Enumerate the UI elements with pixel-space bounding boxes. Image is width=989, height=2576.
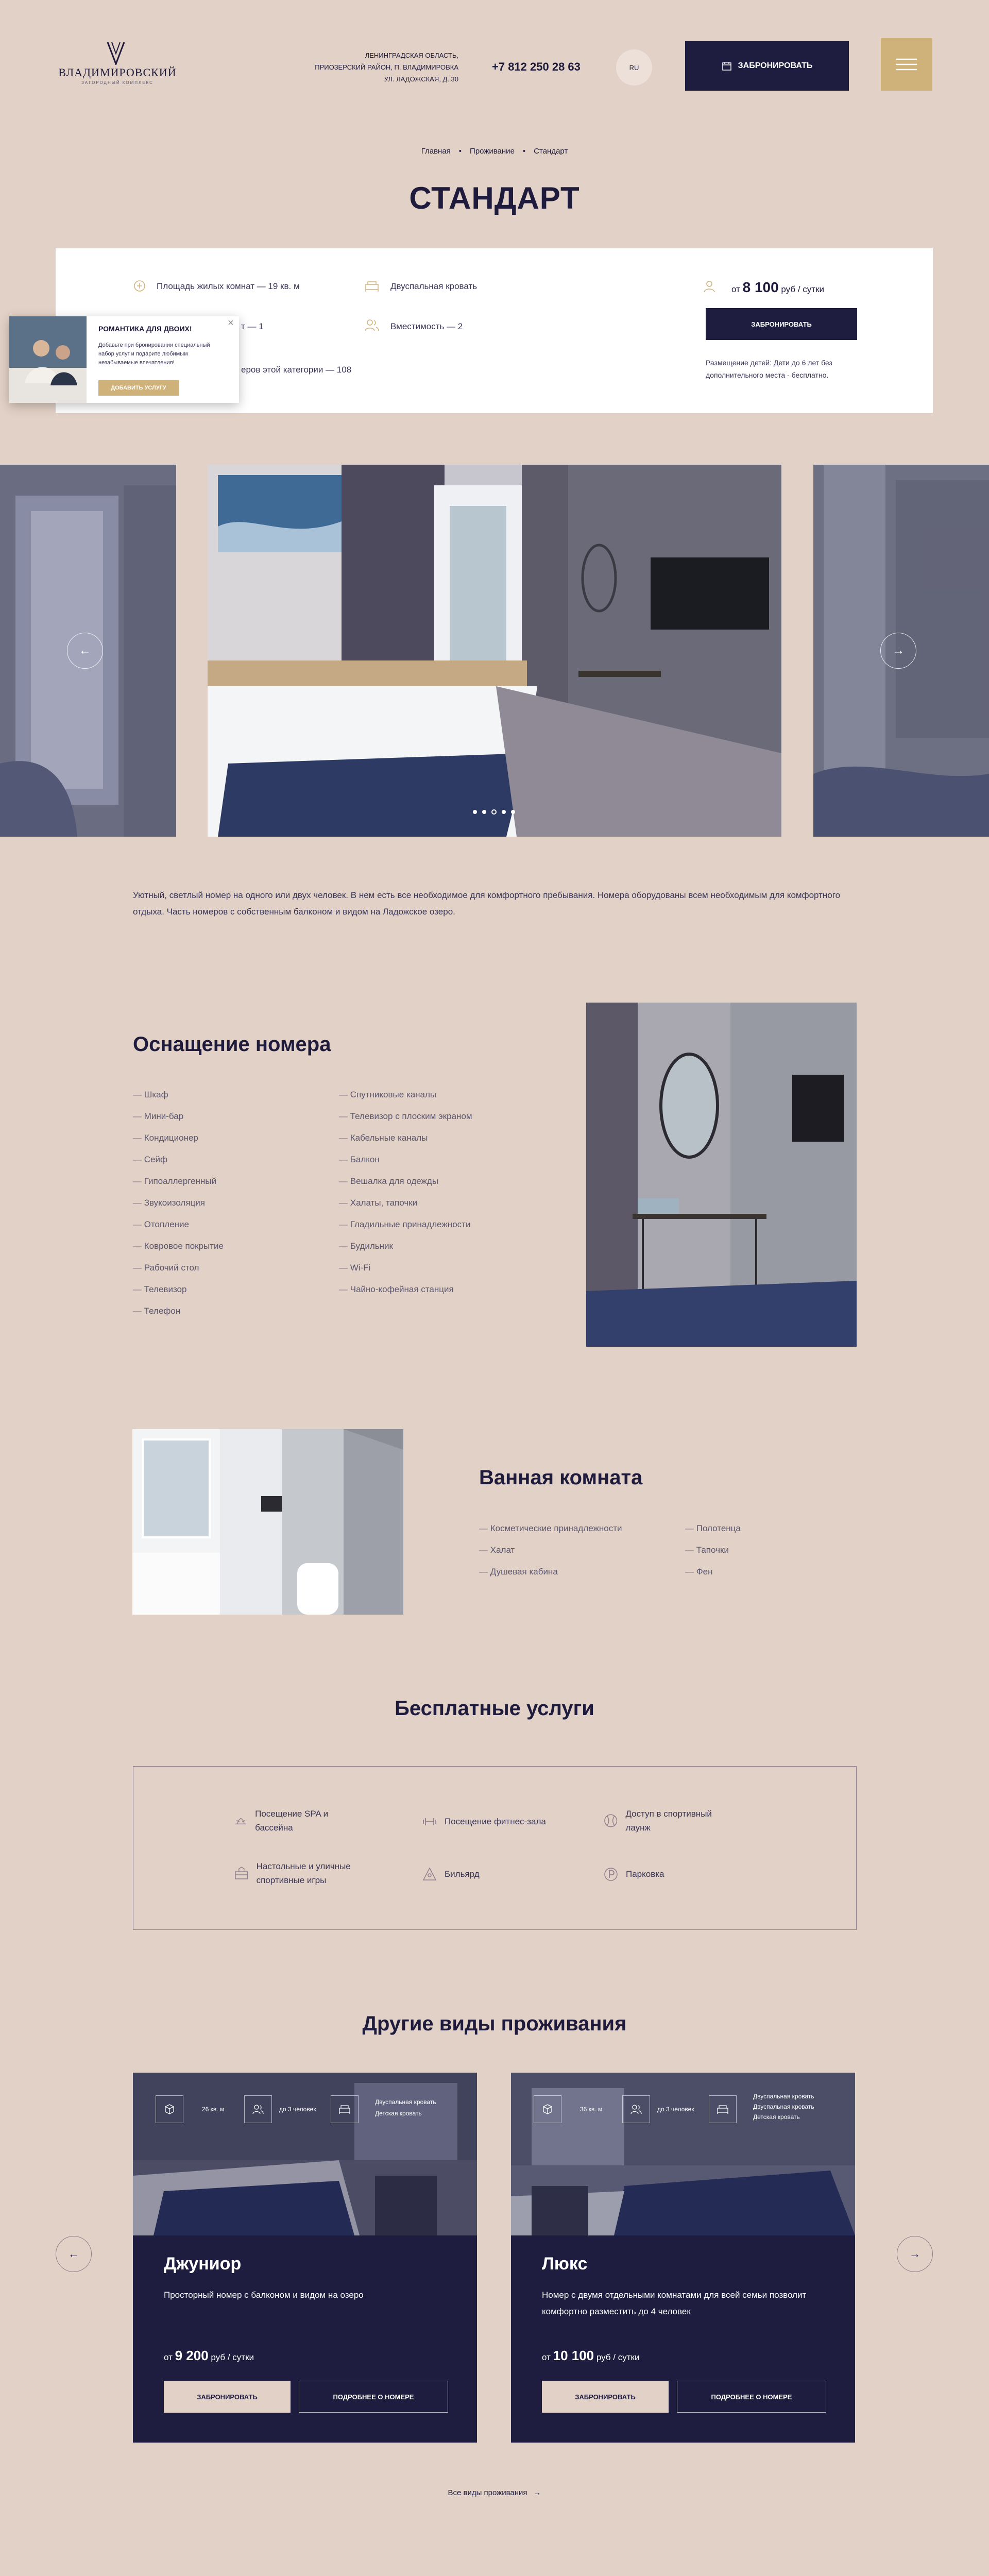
list-item: — Шкаф <box>133 1084 224 1106</box>
logo-subtitle: ЗАГОРОДНЫЙ КОМПЛЕКС <box>81 80 154 85</box>
games-icon <box>234 1866 249 1881</box>
breadcrumb-current: Стандарт <box>534 147 568 156</box>
gallery-next-slide[interactable] <box>813 465 989 837</box>
list-item: — Мини-бар <box>133 1106 224 1127</box>
list-item: — Чайно-кофейная станция <box>339 1279 472 1300</box>
popup-add-button[interactable]: ДОБАВИТЬ УСЛУГУ <box>98 380 179 396</box>
cube-icon <box>164 2104 175 2115</box>
popup-photo <box>9 316 87 403</box>
equipment-list-1 <box>133 1084 224 1322</box>
bathroom-title: Ванная комната <box>479 1466 643 1489</box>
list-item: — Телевизор <box>133 1279 224 1300</box>
list-item: — Тапочки <box>685 1539 741 1561</box>
price-prefix: от <box>731 284 740 294</box>
arrow-right-icon: → <box>533 2488 541 2497</box>
list-item: — Гипоаллергенный <box>133 1171 224 1192</box>
breadcrumb-separator-icon: • <box>522 147 526 156</box>
header-book-label: ЗАБРОНИРОВАТЬ <box>738 61 813 70</box>
gallery-prev-slide[interactable] <box>0 465 176 837</box>
person-icon <box>704 280 715 293</box>
bed-type: Двуспальная кровать <box>753 2093 814 2100</box>
card-more-button[interactable]: ПОДРОБНЕЕ О НОМЕРЕ <box>299 2381 448 2413</box>
list-item: — Рабочий стол <box>133 1257 224 1279</box>
bed-text: Двуспальная кровать <box>390 281 478 291</box>
gallery-dot[interactable] <box>511 810 515 814</box>
card-price <box>164 2348 254 2364</box>
bed-icon <box>365 279 379 293</box>
bathroom-list-1 <box>479 1518 622 1583</box>
price-value: 10 100 <box>553 2348 594 2363</box>
service-spa <box>234 1807 357 1835</box>
list-item: — Халаты, тапочки <box>339 1192 472 1214</box>
cube-icon <box>542 2104 553 2115</box>
capacity-text: Вместимость — 2 <box>390 321 463 331</box>
gallery-dot[interactable] <box>502 810 506 814</box>
price-value: 9 200 <box>175 2348 209 2363</box>
arrow-left-icon: ← <box>79 643 91 657</box>
bathroom-list-2 <box>685 1518 741 1583</box>
equipment-photo <box>586 1003 857 1347</box>
rooms-count-text: еров этой категории — 108 <box>241 365 352 375</box>
bed-type: Двуспальная кровать <box>753 2103 814 2110</box>
bed-type: Детская кровать <box>375 2110 422 2117</box>
rooms-next-button[interactable] <box>897 2236 933 2272</box>
service-label: Доступ в спортивный лаунж <box>625 1809 712 1833</box>
service-label: Посещение SPA и бассейна <box>255 1809 329 1833</box>
guests-badge <box>622 2095 650 2123</box>
list-item: — Душевая кабина <box>479 1561 622 1583</box>
all-rooms-label: Все виды проживания <box>448 2488 527 2497</box>
list-item: — Отопление <box>133 1214 224 1235</box>
logo-text: ВЛАДИМИРОВСКИЙ <box>58 66 177 79</box>
service-label: Бильярд <box>445 1869 480 1879</box>
bed-badge <box>331 2095 359 2123</box>
list-item: — Ковровое покрытие <box>133 1235 224 1257</box>
equipment-list-2 <box>339 1084 472 1300</box>
breadcrumb-separator-icon: • <box>458 147 462 156</box>
card-description: Номер с двумя отдельными комнатами для всей семьи позволит комфортно разместить до 4 человек <box>542 2290 807 2316</box>
equipment-title: Оснащение номера <box>133 1033 331 1056</box>
gallery-next-button[interactable] <box>880 633 916 669</box>
price-unit: руб / сутки <box>211 2352 254 2362</box>
card-guests: до 3 человек <box>657 2106 694 2113</box>
price-value: 8 100 <box>742 279 779 295</box>
card-area: 26 кв. м <box>202 2106 225 2113</box>
address-line-3: УЛ. ЛАДОЖСКАЯ, Д. 30 <box>384 75 458 83</box>
service-label: Парковка <box>626 1869 664 1879</box>
list-item: — Кабельные каналы <box>339 1127 472 1149</box>
card-book-button[interactable]: ЗАБРОНИРОВАТЬ <box>706 308 857 340</box>
free-services-title: Бесплатные услуги <box>395 1697 594 1720</box>
card-book-button[interactable]: ЗАБРОНИРОВАТЬ <box>164 2381 291 2413</box>
list-item: — Сейф <box>133 1149 224 1171</box>
breadcrumb-accommodation[interactable]: Проживание <box>470 147 515 156</box>
card-book-button[interactable]: ЗАБРОНИРОВАТЬ <box>542 2381 669 2413</box>
address-line-2: ПРИОЗЕРСКИЙ РАЙОН, П. ВЛАДИМИРОВКА <box>315 63 458 71</box>
menu-button[interactable] <box>881 38 932 91</box>
gallery-prev-button[interactable] <box>67 633 103 669</box>
price-prefix: от <box>164 2352 173 2362</box>
spa-icon <box>234 1813 248 1828</box>
rooms-text: т — 1 <box>241 321 264 331</box>
free-services-box <box>133 1766 857 1930</box>
menu-icon <box>896 58 917 71</box>
rooms-prev-button[interactable] <box>56 2236 92 2272</box>
service-billiard <box>422 1867 556 1882</box>
card-name: Люкс <box>542 2254 588 2274</box>
logo-v-icon <box>106 41 126 65</box>
list-item: — Балкон <box>339 1149 472 1171</box>
calendar-icon <box>722 61 732 71</box>
price-unit: руб / сутки <box>596 2352 640 2362</box>
service-games <box>234 1859 388 1887</box>
all-rooms-link[interactable] <box>0 2488 989 2497</box>
address-line-1: ЛЕНИНГРАДСКАЯ ОБЛАСТЬ, <box>365 52 458 59</box>
bed-badge <box>709 2095 737 2123</box>
list-item: — Халат <box>479 1539 622 1561</box>
list-item: — Телевизор с плоским экраном <box>339 1106 472 1127</box>
service-label: Посещение фитнес-зала <box>445 1817 546 1826</box>
gallery-dot-active[interactable] <box>491 809 497 815</box>
arrow-left-icon: ← <box>68 2247 79 2260</box>
bed-type: Двуспальная кровать <box>375 2098 436 2106</box>
list-item: — Гладильные принадлежности <box>339 1214 472 1235</box>
list-item: — Звукоизоляция <box>133 1192 224 1214</box>
service-parking <box>603 1867 737 1882</box>
list-item: — Косметические принадлежности <box>479 1518 622 1539</box>
bed-icon <box>339 2104 350 2115</box>
promo-popup <box>9 316 239 403</box>
dumbbell-icon <box>422 1814 437 1829</box>
area-badge <box>534 2095 561 2123</box>
list-item: — Вешалка для одежды <box>339 1171 472 1192</box>
header-address <box>288 49 458 85</box>
arrow-right-icon: → <box>909 2247 920 2260</box>
card-beds <box>753 2091 814 2122</box>
breadcrumb <box>0 147 989 156</box>
room-description: Уютный, светлый номер на одного или двух человек. В нем есть все необходимое для комфортного пребывания. Номера оборудованы всем необходимым для комфортного отдыха. Часть номеров с собственным балконом и видом на Ладожское озеро. <box>133 890 841 917</box>
area-badge <box>156 2095 183 2123</box>
parking-icon <box>603 1867 619 1882</box>
popup-text: Добавьте при бронировании специальный набор услуг и подарите любимым незабываемые впечатления! <box>98 342 210 366</box>
popup-close-icon[interactable]: × <box>228 317 234 329</box>
header-phone[interactable]: +7 812 250 28 63 <box>492 60 581 73</box>
header-book-button[interactable] <box>685 41 849 91</box>
logo[interactable] <box>56 41 179 88</box>
list-item: — Спутниковые каналы <box>339 1084 472 1106</box>
list-item: — Будильник <box>339 1235 472 1257</box>
service-lounge <box>603 1807 737 1835</box>
language-switch[interactable]: RU <box>616 49 652 86</box>
area-icon <box>133 279 146 293</box>
gallery-dots <box>473 810 515 815</box>
bed-icon <box>717 2104 728 2115</box>
ball-icon <box>603 1813 618 1828</box>
list-item: — Фен <box>685 1561 741 1583</box>
list-item: — Полотенца <box>685 1518 741 1539</box>
price-unit: руб / сутки <box>781 284 825 294</box>
gallery-main-photo <box>208 465 781 837</box>
room-price <box>731 279 824 296</box>
card-area: 36 кв. м <box>580 2106 603 2113</box>
guests-icon <box>252 2104 264 2115</box>
children-note: Размещение детей: Дети до 6 лет без дополнительного места - бесплатно. <box>706 359 832 379</box>
billiard-icon <box>422 1867 437 1882</box>
page-title: СТАНДАРТ <box>409 181 580 215</box>
popup-title: РОМАНТИКА ДЛЯ ДВОИХ! <box>98 325 192 333</box>
other-rooms-title: Другие виды проживания <box>362 2012 627 2035</box>
list-item: — Кондиционер <box>133 1127 224 1149</box>
card-description: Просторный номер с балконом и видом на озеро <box>164 2290 364 2300</box>
card-beds <box>375 2096 436 2119</box>
card-name: Джуниор <box>164 2254 242 2274</box>
list-item: — Wi-Fi <box>339 1257 472 1279</box>
bathroom-photo <box>132 1429 403 1615</box>
room-card-lux <box>511 2073 855 2443</box>
room-card-junior <box>133 2073 477 2443</box>
bed-type: Детская кровать <box>753 2113 800 2121</box>
card-price <box>542 2348 639 2364</box>
gallery-dot[interactable] <box>482 810 486 814</box>
guests-icon <box>365 318 379 332</box>
guests-icon <box>630 2104 642 2115</box>
gallery-dot[interactable] <box>473 810 477 814</box>
list-item: — Телефон <box>133 1300 224 1322</box>
service-label: Настольные и уличные спортивные игры <box>256 1861 351 1885</box>
price-prefix: от <box>542 2352 551 2362</box>
header <box>0 0 989 85</box>
arrow-right-icon: → <box>892 643 905 657</box>
service-fitness <box>422 1814 576 1829</box>
card-guests: до 3 человек <box>279 2106 316 2113</box>
guests-badge <box>244 2095 272 2123</box>
breadcrumb-home[interactable]: Главная <box>421 147 451 156</box>
area-text: Площадь жилых комнат — 19 кв. м <box>157 281 300 291</box>
card-more-button[interactable]: ПОДРОБНЕЕ О НОМЕРЕ <box>677 2381 826 2413</box>
